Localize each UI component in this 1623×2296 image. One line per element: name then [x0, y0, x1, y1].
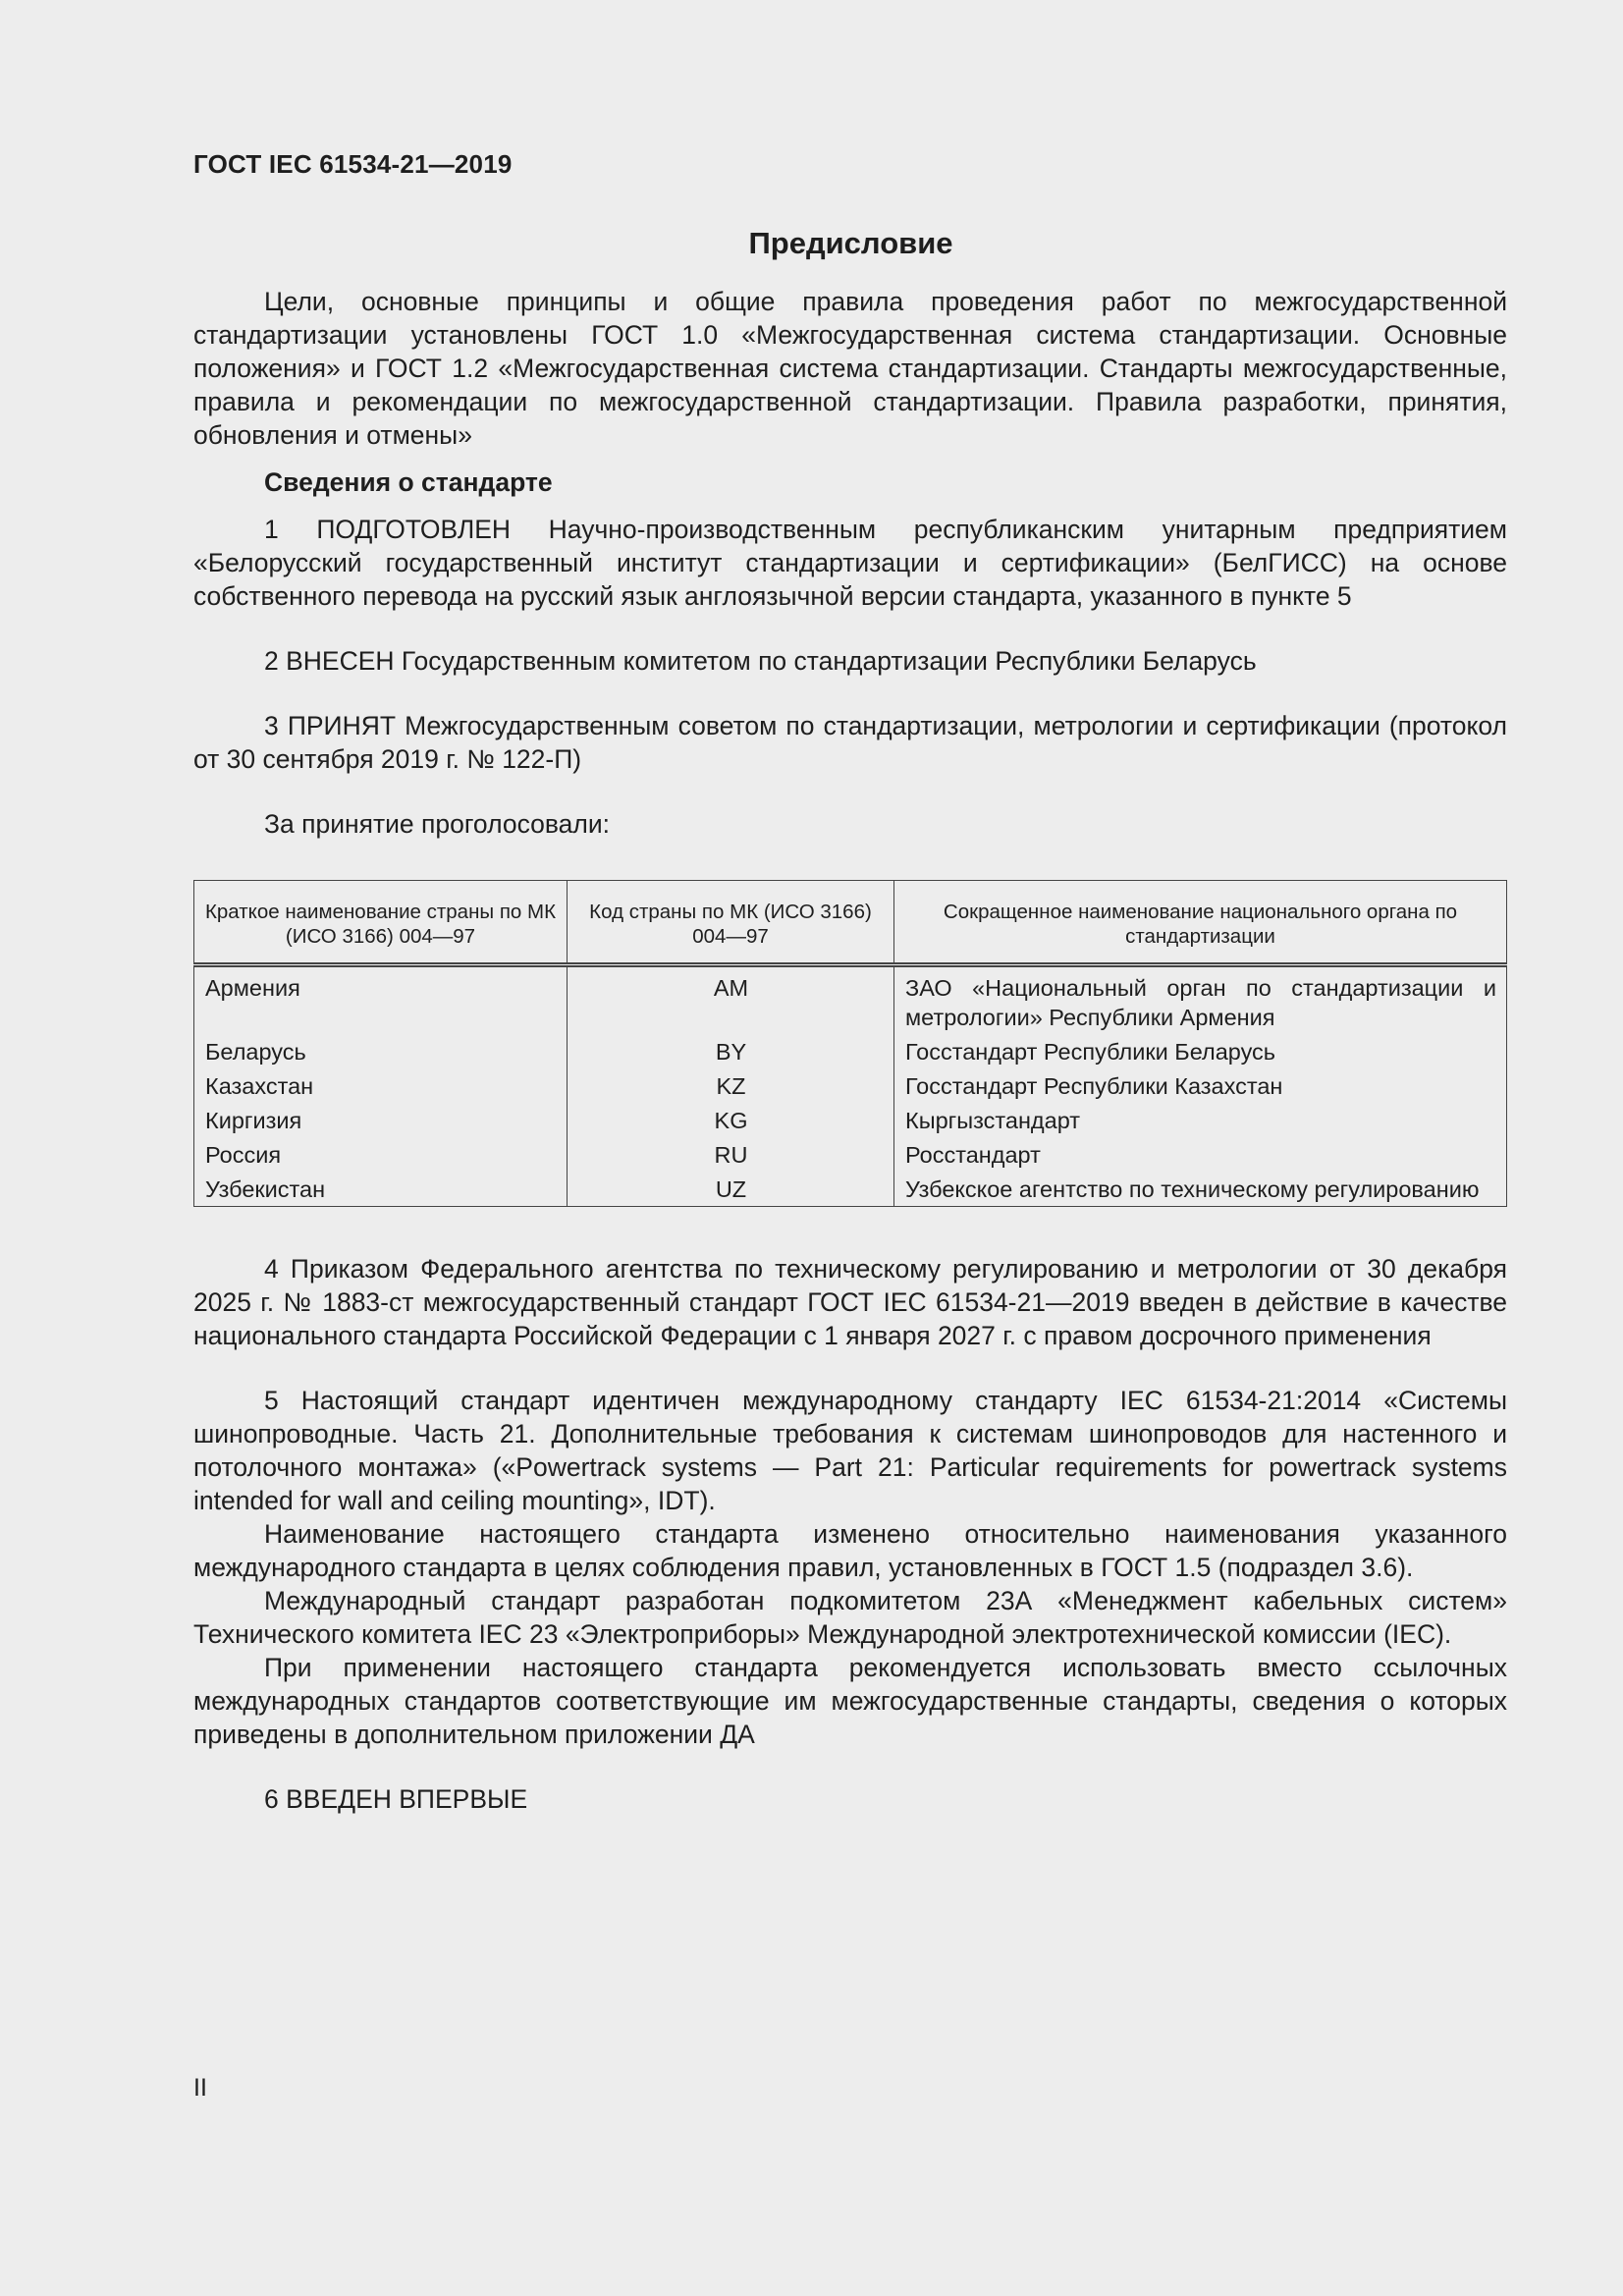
organization-cell: Госстандарт Республики Казахстан [894, 1069, 1507, 1104]
table-row [194, 1069, 1507, 1104]
organization-cell: Росстандарт [894, 1138, 1507, 1173]
item-6-paragraph: 6 ВВЕДЕН ВПЕРВЫЕ [264, 1784, 528, 1814]
table-row [194, 965, 1507, 1036]
standard-code-header: ГОСТ IEC 61534-21—2019 [193, 149, 513, 179]
item-5-references-paragraph: При применении настоящего стандарта рекомендуется использовать вместо ссылочных международных стандартов соответствующие им межгосударственные стандарты, сведения о которых приведены в дополнительном приложении ДА [193, 1653, 1507, 1749]
page-title: Предисловие [748, 226, 953, 260]
column-header-organization: Сокращенное наименование национального органа по стандартизации [894, 881, 1507, 965]
item-5-developer-paragraph: Международный стандарт разработан подкомитетом 23А «Менеджмент кабельных систем» Технического комитета IEC 23 «Электроприборы» Международной электротехнической комиссии (IEC). [193, 1586, 1507, 1649]
item-1-paragraph: 1 ПОДГОТОВЛЕН Научно-производственным республиканским унитарным предприятием «Белорусский государственный институт стандартизации и сертификации» (БелГИСС) на основе собственного перевода на русский язык англоязычной версии стандарта, указанного в пункте 5 [193, 515, 1507, 611]
code-cell: RU [568, 1138, 894, 1173]
country-cell: Узбекистан [194, 1173, 568, 1207]
column-header-country: Краткое наименование страны по МК (ИСО 3166) 004—97 [194, 881, 568, 965]
preface-body [193, 285, 1507, 1816]
item-3-paragraph: 3 ПРИНЯТ Межгосударственным советом по стандартизации, метрологии и сертификации (протокол от 30 сентября 2019 г. № 122-П) [193, 711, 1507, 774]
organization-cell: Госстандарт Республики Беларусь [894, 1035, 1507, 1069]
code-cell: KZ [568, 1069, 894, 1104]
table-row [194, 1138, 1507, 1173]
page-number: II [193, 2074, 207, 2102]
table-row [194, 1104, 1507, 1138]
code-cell: AM [568, 965, 894, 1036]
voting-table [193, 880, 1507, 1207]
country-cell: Беларусь [194, 1035, 568, 1069]
item-4-paragraph: 4 Приказом Федерального агентства по техническому регулированию и метрологии от 30 декабря 2025 г. № 1883-ст межгосударственный стандарт ГОСТ IEC 61534-21—2019 введен в действие в качестве национального стандарта Российской Федерации с 1 января 2027 г. с правом досрочного применения [193, 1254, 1507, 1350]
column-header-code: Код страны по МК (ИСО 3166) 004—97 [568, 881, 894, 965]
code-cell: UZ [568, 1173, 894, 1207]
code-cell: KG [568, 1104, 894, 1138]
table-header-row [194, 881, 1507, 965]
country-cell: Россия [194, 1138, 568, 1173]
organization-cell: ЗАО «Национальный орган по стандартизации и метрологии» Республики Армения [894, 965, 1507, 1036]
item-5-name-paragraph: Наименование настоящего стандарта изменено относительно наименования указанного международного стандарта в целях соблюдения правил, установленных в ГОСТ 1.5 (подраздел 3.6). [193, 1519, 1507, 1582]
table-row [194, 1173, 1507, 1207]
item-5-paragraph: 5 Настоящий стандарт идентичен международному стандарту IEC 61534-21:2014 «Системы шинопроводные. Часть 21. Дополнительные требования к системам шинопроводов для настенного и потолочного монтажа» («Powertrack systems — Part 21: Particular requirements for powertrack systems intended for wall and ceiling mounting», IDT). [193, 1386, 1507, 1515]
table-row [194, 1035, 1507, 1069]
organization-cell: Кыргызстандарт [894, 1104, 1507, 1138]
item-2-paragraph: 2 ВНЕСЕН Государственным комитетом по стандартизации Республики Беларусь [264, 646, 1257, 676]
country-cell: Казахстан [194, 1069, 568, 1104]
country-cell: Армения [194, 965, 568, 1036]
section-subheading: Сведения о стандарте [264, 467, 553, 497]
voted-label: За принятие проголосовали: [264, 809, 611, 839]
country-cell: Киргизия [194, 1104, 568, 1138]
code-cell: BY [568, 1035, 894, 1069]
organization-cell: Узбекское агентство по техническому регулированию [894, 1173, 1507, 1207]
intro-paragraph: Цели, основные принципы и общие правила проведения работ по межгосударственной стандартизации установлены ГОСТ 1.0 «Межгосударственная система стандартизации. Основные положения» и ГОСТ 1.2 «Межгосударственная система стандартизации. Стандарты межгосударственные, правила и рекомендации по межгосударственной стандартизации. Правила разработки, принятия, обновления и отмены» [193, 287, 1507, 450]
